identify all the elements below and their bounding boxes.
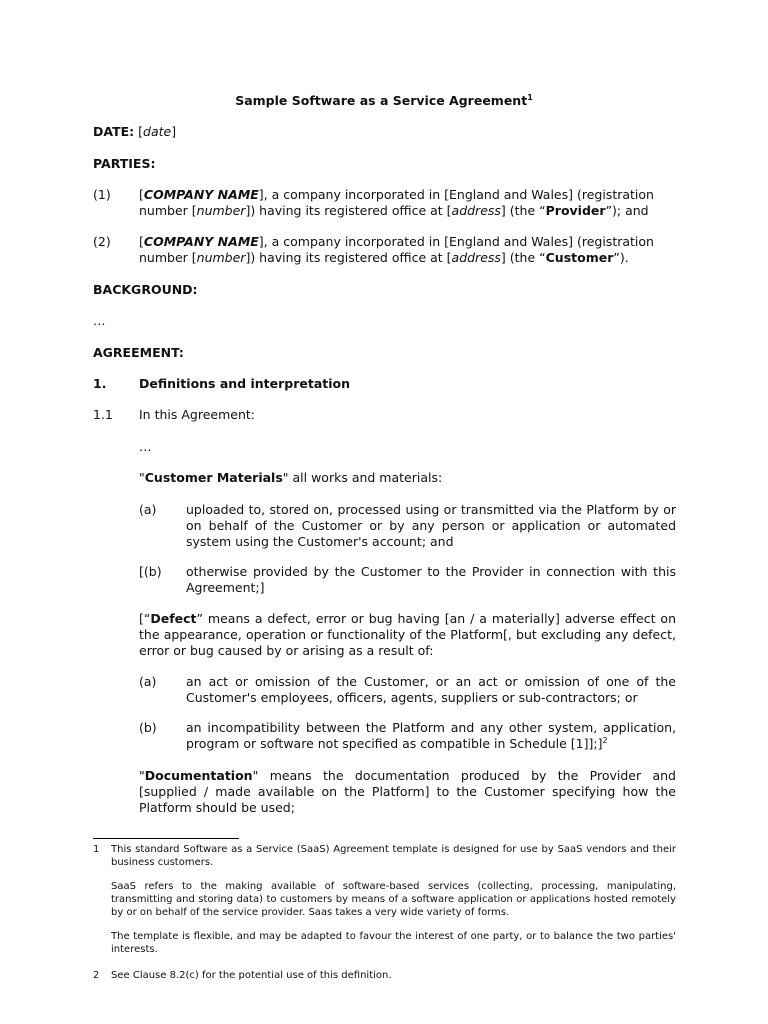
text-run: [“ (139, 611, 151, 626)
cm-item-b-text: otherwise provided by the Customer to the Provider in connection with this Agreement;] (186, 564, 676, 595)
address-placeholder: address (451, 203, 501, 218)
defect-item-a-label: (a) (139, 674, 157, 689)
cm-item-a-text: uploaded to, stored on, processed using or transmitted via the Platform by or on behalf of the Customer or by any person or application or automated system using the Customer's account; and (186, 502, 676, 549)
customer-materials-term: Customer Materials (144, 470, 283, 485)
defect-item-b-text (186, 720, 676, 752)
text-run: ] (the “ (500, 250, 546, 265)
defect-item-b-label: (b) (139, 720, 157, 735)
text-run: ”). (613, 250, 629, 265)
background-ellipsis: … (93, 313, 106, 328)
footnote-separator (93, 838, 239, 839)
clause-1-1-text: In this Agreement: (139, 407, 255, 422)
document-title (0, 93, 768, 109)
text-run: ], a company incorporated in [England and Wales] (registration (258, 234, 654, 249)
text-run: ] (the “ (500, 203, 546, 218)
bracket-close: ] (171, 124, 177, 139)
footnote-ref-2: 2 (602, 735, 608, 745)
address-placeholder: address (451, 250, 501, 265)
provider-term: Provider (545, 203, 606, 218)
footnote-1-para-2: SaaS refers to the making available of software-based services (collecting, processing, manipulating, transmitting and storing data) to customers by means of a software application or applications hosted remotely by or on behalf of the service provider. Saas takes a very wide variety of forms. (111, 881, 676, 918)
title-text: Sample Software as a Service Agreement (235, 93, 528, 108)
parties-heading: PARTIES: (93, 156, 156, 171)
text-run: ], a company incorporated in [England and Wales] (registration (258, 187, 654, 202)
text-run: [ (139, 187, 144, 202)
date-line (93, 124, 176, 140)
bracket-open: [ (138, 124, 144, 139)
documentation-term: Documentation (144, 768, 253, 783)
date-placeholder: date (143, 124, 172, 139)
footnote-1-number: 1 (93, 844, 100, 855)
cm-item-b-label: [(b) (139, 564, 162, 579)
party-2-text (139, 234, 675, 266)
defect-definition (139, 611, 676, 659)
defect-term: Defect (150, 611, 197, 626)
cm-item-a-label: (a) (139, 502, 157, 517)
number-placeholder: number (196, 250, 246, 265)
quote-mark: " (139, 768, 145, 783)
clause-1-1-ellipsis: … (139, 439, 152, 454)
company-name-placeholder: COMPANY NAME (143, 234, 259, 249)
footnote-2-number: 2 (93, 970, 100, 981)
party-1-text (139, 187, 675, 219)
documentation-definition (139, 768, 676, 816)
text-run: ” means a defect, error or bug having [an / a materially] adverse effect on the appearance, operation or functionality of the Platform[, but excluding any defect, error or bug caused by or arising as a result of: (139, 611, 676, 658)
text-run: " all works and materials: (282, 470, 443, 485)
customer-term: Customer (545, 250, 614, 265)
clause-1-number: 1. (93, 376, 107, 391)
footnote-1-para-3: The template is flexible, and may be adapted to favour the interest of one party, or to balance the two parties' interests. (111, 931, 676, 955)
footnote-2-text: See Clause 8.2(c) for the potential use of this definition. (111, 970, 392, 981)
text-run: an incompatibility between the Platform and any other system, application, program or software not specified as compatible in Schedule [1]];] (186, 720, 676, 751)
text-run: number [ (139, 250, 197, 265)
footnote-1-para-1: This standard Software as a Service (SaaS) Agreement template is designed for use by SaaS vendors and their business customers. (111, 844, 676, 868)
clause-1-1-number: 1.1 (93, 407, 113, 422)
text-run: [ (139, 234, 144, 249)
text-run: ”); and (605, 203, 649, 218)
number-placeholder: number (196, 203, 246, 218)
agreement-heading: AGREEMENT: (93, 345, 184, 360)
text-run: " means the documentation produced by the Provider and [supplied / made available on the Platform] to the Customer specifying how the Platform should be used; (139, 768, 676, 815)
customer-materials-definition (139, 470, 442, 486)
party-1-number: (1) (93, 187, 111, 202)
text-run: number [ (139, 203, 197, 218)
text-run: ]) having its registered office at [ (245, 250, 452, 265)
defect-item-a-text: an act or omission of the Customer, or an act or omission of one of the Customer's employees, officers, agents, suppliers or sub-contractors; or (186, 674, 676, 705)
background-heading: BACKGROUND: (93, 282, 198, 297)
clause-1-heading: Definitions and interpretation (139, 376, 351, 391)
footnote-ref-1: 1 (527, 92, 533, 102)
text-run: ]) having its registered office at [ (245, 203, 452, 218)
date-label: DATE: (93, 124, 135, 139)
quote-mark: " (139, 470, 145, 485)
party-2-number: (2) (93, 234, 111, 249)
company-name-placeholder: COMPANY NAME (143, 187, 259, 202)
